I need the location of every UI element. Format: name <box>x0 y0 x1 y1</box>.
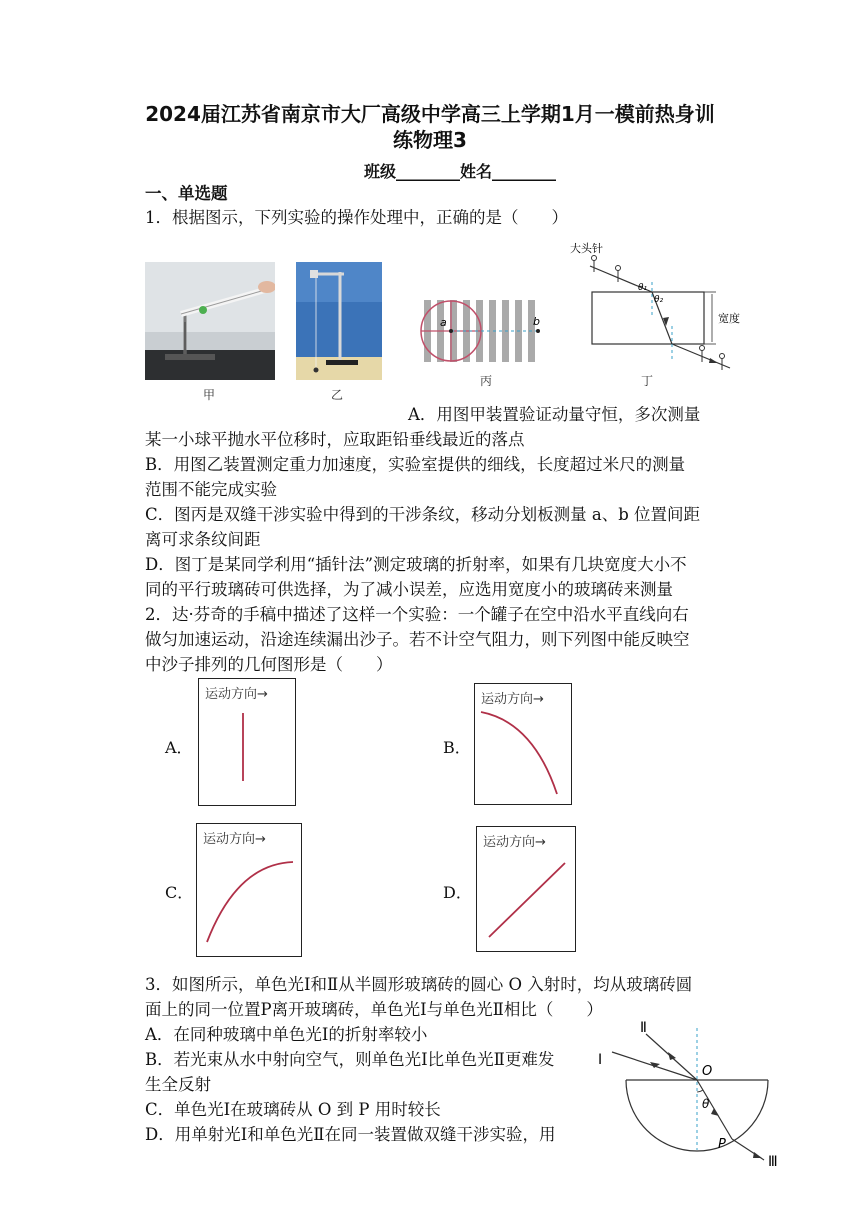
q2-stem-line2: 做匀加速运动，沿途连续漏出沙子。若不计空气阻力，则下列图中能反映空 <box>145 630 690 649</box>
q1-option-a-line1: A．用图甲装置验证动量守恒，多次测量 <box>408 405 701 424</box>
label-III: Ⅲ <box>768 1154 778 1170</box>
q3-stem-line2: 面上的同一位置P离开玻璃砖，单色光Ⅰ与单色光Ⅱ相比（ ） <box>145 1000 603 1019</box>
q2-option-b-label: B． <box>443 738 471 757</box>
q1-option-b-line1: B．用图乙装置测定重力加速度，实验室提供的细线，长度超过米尺的测量 <box>145 455 686 474</box>
label-theta1: θ₁ <box>638 283 648 293</box>
q3-option-b-line1: B．若光束从水中射向空气，则单色光Ⅰ比单色光Ⅱ更难发 <box>145 1050 555 1069</box>
label-O: O <box>702 1064 713 1079</box>
q1-option-d-line1: D．图丁是某同学利用“插针法”测定玻璃的折射率，如果有几块宽度大小不 <box>145 555 687 574</box>
q2-option-c-box <box>196 823 302 957</box>
caption-ding: 丁 <box>641 374 654 388</box>
caption-jia: 甲 <box>203 388 216 402</box>
q3-option-d: D．用单射光Ⅰ和单色光Ⅱ在同一装置做双缝干涉实验，用 <box>145 1125 556 1144</box>
fringe-figure <box>418 292 548 372</box>
label-b: b <box>533 315 540 328</box>
page-title-line2: 练物理3 <box>393 128 467 152</box>
q1-option-c-line2: 离可求条纹间距 <box>145 530 261 549</box>
semicircle-glass-figure <box>598 1020 798 1170</box>
label-pin: 大头针 <box>570 242 603 255</box>
label-theta: θ <box>702 1097 710 1111</box>
q1-stem: 1．根据图示，下列实验的操作处理中，正确的是（ ） <box>145 208 568 227</box>
caption-bing: 丙 <box>480 374 493 388</box>
motion-direction-label: 运动方向→ <box>481 692 544 707</box>
q1-option-d-line2: 同的平行玻璃砖可供选择，为了减小误差，应选用宽度小的玻璃砖来测量 <box>145 580 673 599</box>
q2-option-b-box <box>474 683 572 805</box>
label-width: 宽度 <box>718 312 740 325</box>
q2-stem-line1: 2．达·芬奇的手稿中描述了这样一个实验：一个罐子在空中沿水平直线向右 <box>145 605 689 624</box>
section-label: 一、单选题 <box>145 184 228 203</box>
class-name-line: 班级________姓名________ <box>363 162 556 181</box>
page-title: 2024届江苏省南京市大厂高级中学高三上学期1月一模前热身训 <box>145 102 715 126</box>
label-a: a <box>440 316 447 329</box>
q3-option-b-line2: 生全反射 <box>145 1075 211 1094</box>
q1-option-b-line2: 范围不能完成实验 <box>145 480 277 499</box>
caption-yi: 乙 <box>331 388 344 402</box>
q3-option-c: C．单色光Ⅰ在玻璃砖从 O 到 P 用时较长 <box>145 1100 441 1119</box>
q2-option-c-label: C． <box>165 883 194 902</box>
motion-direction-label: 运动方向→ <box>203 832 266 847</box>
q3-stem-line1: 3．如图所示，单色光Ⅰ和Ⅱ从半圆形玻璃砖的圆心 O 入射时，均从玻璃砖圆 <box>145 975 693 994</box>
q3-option-a: A．在同种玻璃中单色光Ⅰ的折射率较小 <box>145 1025 428 1044</box>
q2-option-a-label: A． <box>165 738 193 757</box>
label-P: P <box>718 1137 726 1152</box>
label-theta2: θ₂ <box>654 295 664 305</box>
q1-option-a-line2: 某一小球平抛水平位移时，应取距铅垂线最近的落点 <box>145 430 525 449</box>
photo-yi <box>296 262 382 380</box>
q2-option-d-box <box>476 826 576 952</box>
label-II: Ⅱ <box>640 1020 647 1036</box>
q2-stem-line3: 中沙子排列的几何图形是（ ） <box>145 655 393 674</box>
q1-option-c-line1: C．图丙是双缝干涉实验中得到的干涉条纹，移动分划板测量 a、b 位置间距 <box>145 505 701 524</box>
photo-jia <box>145 262 275 380</box>
q2-option-a-box <box>198 678 296 806</box>
glass-block-figure <box>570 238 740 378</box>
motion-direction-label: 运动方向→ <box>205 687 268 702</box>
label-I: Ⅰ <box>598 1052 603 1068</box>
q2-option-d-label: D． <box>443 883 472 902</box>
motion-direction-label: 运动方向→ <box>483 835 546 850</box>
